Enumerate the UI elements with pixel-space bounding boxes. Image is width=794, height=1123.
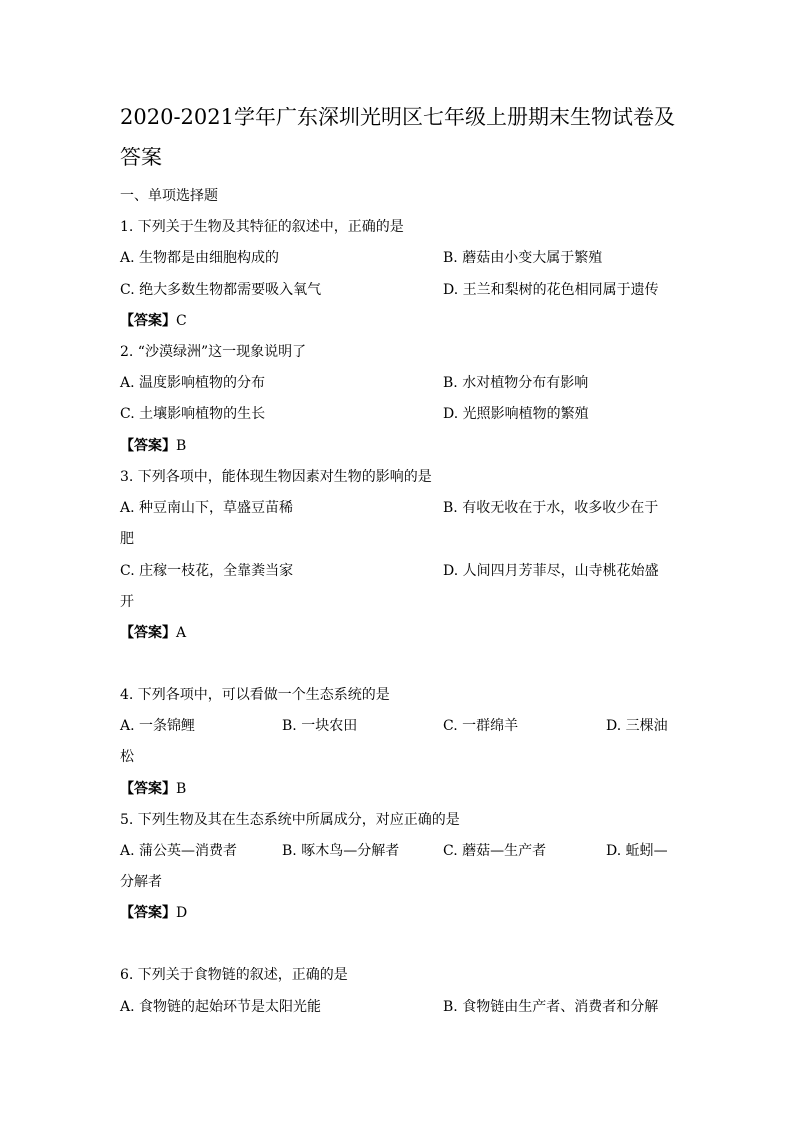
question-3-option-d: D. 人间四月芳菲尽，山寺桃花始盛 xyxy=(443,563,659,579)
question-5-option-d-wrap: 分解者 xyxy=(120,874,162,890)
question-3-stem: 3. 下列各项中，能体现生物因素对生物的影响的是 xyxy=(120,469,432,485)
answer-value: B xyxy=(176,781,187,797)
document-title-line-2: 答案 xyxy=(120,147,162,168)
question-2-option-b: B. 水对植物分布有影响 xyxy=(443,375,589,391)
question-4-option-a: A. 一条锦鲤 xyxy=(120,718,196,734)
question-5-option-a: A. 蒲公英—消费者 xyxy=(120,843,238,859)
question-3-answer xyxy=(120,625,186,641)
question-1-stem: 1. 下列关于生物及其特征的叙述中，正确的是 xyxy=(120,219,404,235)
answer-value: D xyxy=(176,905,188,921)
question-4-stem: 4. 下列各项中，可以看做一个生态系统的是 xyxy=(120,687,390,703)
question-2-answer xyxy=(120,438,186,454)
question-6-stem: 6. 下列关于食物链的叙述，正确的是 xyxy=(120,967,348,983)
question-4-option-d-wrap: 松 xyxy=(120,749,134,765)
question-2-stem: 2. “沙漠绿洲”这一现象说明了 xyxy=(120,344,307,360)
answer-label: 【答案】 xyxy=(120,781,176,797)
question-5-option-d: D. 蚯蚓— xyxy=(606,843,668,859)
document-title-line-1: 2020-2021学年广东深圳光明区七年级上册期末生物试卷及 xyxy=(120,107,675,128)
question-4-option-d: D. 三棵油 xyxy=(606,718,668,734)
question-1-option-c: C. 绝大多数生物都需要吸入氧气 xyxy=(120,282,322,298)
question-3-option-c: C. 庄稼一枝花，全靠粪当家 xyxy=(120,563,294,579)
question-5-answer xyxy=(120,905,187,921)
question-4-answer xyxy=(120,781,186,797)
question-2-option-a: A. 温度影响植物的分布 xyxy=(120,375,266,391)
question-1-option-d: D. 王兰和梨树的花色相同属于遗传 xyxy=(443,282,659,298)
answer-value: C xyxy=(176,313,187,329)
answer-value: B xyxy=(176,438,187,454)
question-5-option-b: B. 啄木鸟—分解者 xyxy=(282,843,400,859)
question-5-stem: 5. 下列生物及其在生态系统中所属成分，对应正确的是 xyxy=(120,812,460,828)
question-3-option-a: A. 种豆南山下，草盛豆苗稀 xyxy=(120,500,294,516)
question-1-option-a: A. 生物都是由细胞构成的 xyxy=(120,250,280,266)
question-1-answer xyxy=(120,313,187,329)
question-3-option-b-wrap: 肥 xyxy=(120,531,134,547)
section-heading: 一、单项选择题 xyxy=(120,188,218,204)
question-4-option-b: B. 一块农田 xyxy=(282,718,358,734)
question-3-option-d-wrap: 开 xyxy=(120,594,134,610)
question-6-option-a: A. 食物链的起始环节是太阳光能 xyxy=(120,999,322,1015)
answer-label: 【答案】 xyxy=(120,905,176,921)
question-4-option-c: C. 一群绵羊 xyxy=(443,718,519,734)
question-5-option-c: C. 蘑菇—生产者 xyxy=(443,843,547,859)
question-1-option-b: B. 蘑菇由小变大属于繁殖 xyxy=(443,250,603,266)
question-3-option-b: B. 有收无收在于水，收多收少在于 xyxy=(443,500,659,516)
answer-label: 【答案】 xyxy=(120,625,176,641)
question-2-option-c: C. 土壤影响植物的生长 xyxy=(120,406,266,422)
answer-value: A xyxy=(176,625,187,641)
answer-label: 【答案】 xyxy=(120,313,176,329)
answer-label: 【答案】 xyxy=(120,438,176,454)
question-2-option-d: D. 光照影响植物的繁殖 xyxy=(443,406,589,422)
question-6-option-b: B. 食物链由生产者、消费者和分解 xyxy=(443,999,659,1015)
